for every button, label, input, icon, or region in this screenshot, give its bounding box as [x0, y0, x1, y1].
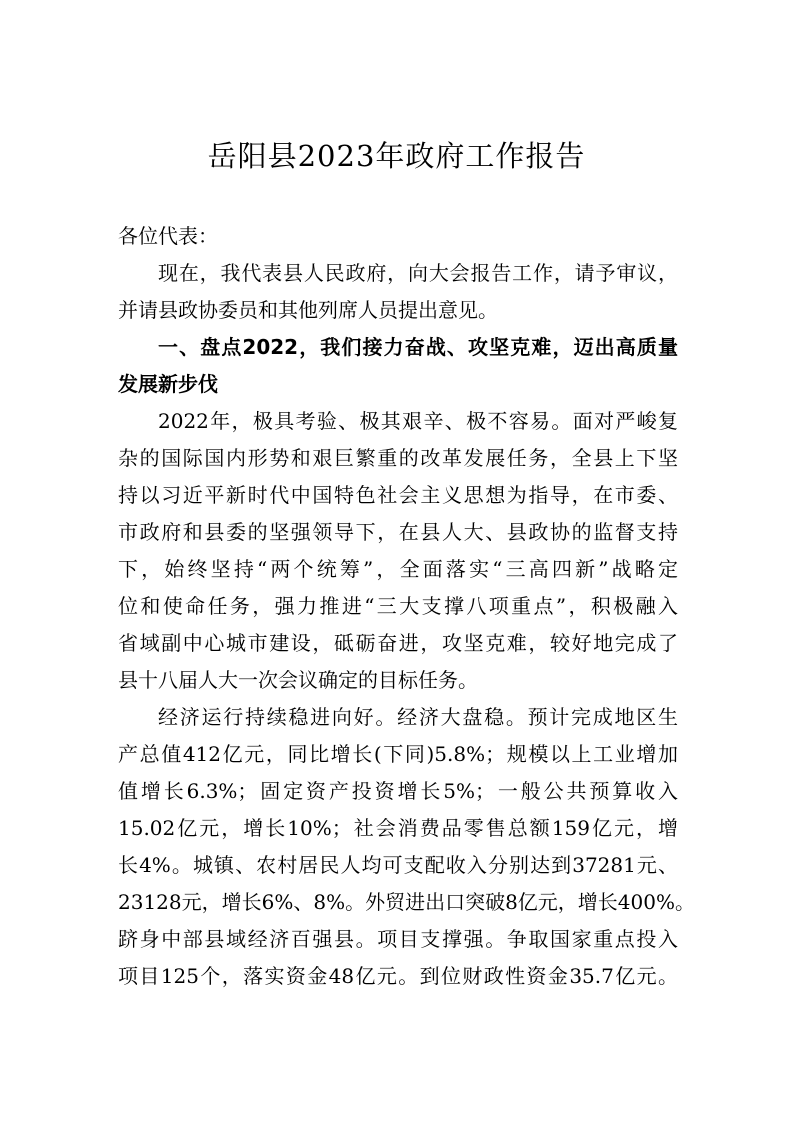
page-title: 岳阳县2023年政府工作报告: [207, 139, 586, 173]
paragraph-line: 23128元，增长6%、8%。外贸进出口突破8亿元，增长400%。: [118, 890, 695, 914]
salutation: 各位代表：: [118, 224, 218, 248]
paragraph-line: 长4%。城镇、农村居民人均可支配收入分别达到37281元、: [118, 853, 678, 877]
paragraph-line: 15.02亿元，增长10%；社会消费品零售总额159亿元，增: [118, 816, 678, 840]
paragraph-line: 市政府和县委的坚强领导下，在县人大、县政协的监督支持: [118, 520, 678, 544]
section-heading-line: 发展新步伐: [118, 372, 218, 396]
paragraph-line: 产总值412亿元，同比增长(下同)5.8%；规模以上工业增加: [118, 742, 678, 766]
paragraph-line: 值增长6.3%；固定资产投资增长5%；一般公共预算收入: [118, 779, 678, 803]
paragraph-line: 县十八届人大一次会议确定的目标任务。: [118, 668, 478, 692]
paragraph-line: 经济运行持续稳进向好。经济大盘稳。预计完成地区生: [158, 705, 678, 729]
paragraph-line: 跻身中部县域经济百强县。项目支撑强。争取国家重点投入: [118, 927, 678, 951]
paragraph-line: 下，始终坚持“两个统筹”，全面落实“三高四新”战略定: [118, 557, 678, 581]
paragraph-line: 2022年，极具考验、极其艰辛、极不容易。面对严峻复: [158, 409, 678, 433]
paragraph-line: 现在，我代表县人民政府，向大会报告工作，请予审议，: [158, 261, 678, 285]
paragraph-line: 省域副中心城市建设，砥砺奋进，攻坚克难，较好地完成了: [118, 631, 678, 655]
paragraph-line: 杂的国际国内形势和艰巨繁重的改革发展任务，全县上下坚: [118, 446, 678, 470]
paragraph-line: 并请县政协委员和其他列席人员提出意见。: [118, 298, 498, 322]
section-heading-line: 一、盘点2022，我们接力奋战、攻坚克难，迈出高质量: [158, 335, 678, 359]
paragraph-line: 位和使命任务，强力推进“三大支撑八项重点”，积极融入: [118, 594, 678, 618]
paragraph-line: 项目125个，落实资金48亿元。到位财政性资金35.7亿元。: [118, 964, 678, 988]
paragraph-line: 持以习近平新时代中国特色社会主义思想为指导，在市委、: [118, 483, 678, 507]
